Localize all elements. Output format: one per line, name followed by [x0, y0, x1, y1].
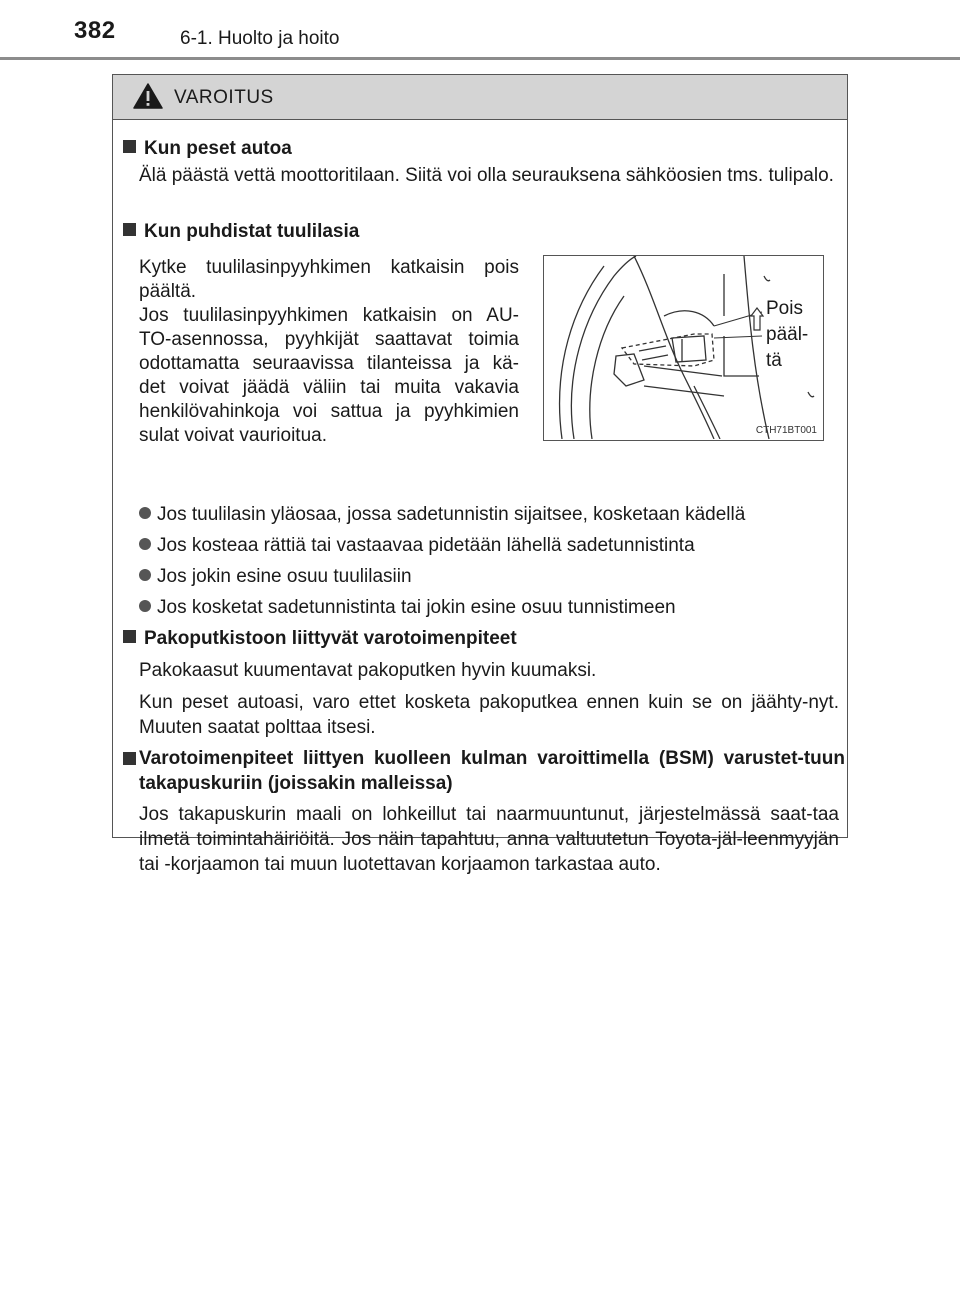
round-bullet-icon [139, 569, 151, 581]
bullet-item: Jos tuulilasin yläosaa, jossa sadetunnistin sijaitsee, kosketaan kädellä [139, 502, 839, 527]
bullet-item: Jos kosketat sadetunnistinta tai jokin esine osuu tunnistimeen [139, 595, 839, 620]
section-heading-car-wash: Kun peset autoa [123, 136, 843, 161]
side-line: sulat voivat vaurioitua. [139, 425, 327, 446]
warning-title: VAROITUS [174, 87, 274, 108]
bullet-item: Jos jokin esine osuu tuulilasiin [139, 564, 839, 589]
warning-box [112, 74, 848, 875]
round-bullet-icon [139, 600, 151, 612]
side-line: odottamatta seuraavissa tilanteissa ja kä- [139, 353, 519, 374]
section-heading-windshield: Kun puhdistat tuulilasia [123, 219, 843, 244]
warning-triangle-icon [133, 83, 163, 109]
exhaust-text-2: Kun peset autoasi, varo ettet kosketa pakoputkea ennen kuin se on jäähty-nyt. Muuten saatat polttaa itsesi. [139, 692, 839, 738]
round-bullet-icon [139, 507, 151, 519]
switch-off-label: Pois pääl- tä [766, 298, 809, 371]
square-bullet-icon [123, 630, 136, 643]
page-header [0, 0, 960, 60]
square-bullet-icon [123, 752, 136, 765]
warning-header [113, 75, 847, 120]
section-text-car-wash: Älä päästä vettä moottoritilaan. Siitä voi olla seurauksena sähköosien tms. tulipalo. [139, 165, 834, 186]
page-number: 382 [74, 17, 116, 44]
section-heading-bsm: Varotoimenpiteet liittyen kuolleen kulman varoittimella (BSM) varustet-tuun takapuskuriin (joissakin malleissa) [123, 746, 845, 796]
square-bullet-icon [123, 223, 136, 236]
side-line: henkilövahinkoja voi sattua ja pyyhkimien [139, 401, 519, 422]
side-line: Kytke tuulilasinpyyhkimen katkaisin pois [139, 257, 519, 278]
exhaust-text-1: Pakokaasut kuumentavat pakoputken hyvin kuumaksi. [139, 660, 597, 681]
bsm-text: Jos takapuskurin maali on lohkeillut tai naarmuuntunut, järjestelmässä saat-taa ilmetä toimintahäiriöitä. Jos näin tapahtuu, anna valtuutetun Toyota-jäl-leenmyyjän tai -korjaamon tai muun luotettavan korjaamon tarkastaa auto. [139, 804, 839, 875]
round-bullet-icon [139, 538, 151, 550]
illustration-caption: CTH71BT001 [755, 425, 817, 436]
side-line: det voivat jäädä väliin tai muita vakavia [139, 377, 519, 398]
side-line: Jos tuulilasinpyyhkimen katkaisin on AU- [139, 305, 519, 326]
section-title: 6-1. Huolto ja hoito [180, 28, 340, 49]
bullet-item: Jos kosteaa rättiä tai vastaavaa pidetään lähellä sadetunnistinta [139, 533, 839, 558]
side-line: päältä. [139, 281, 197, 302]
header-rule [0, 57, 960, 60]
square-bullet-icon [123, 140, 136, 153]
side-line: TO-asennossa, pyyhkijät saattavat toimia [139, 329, 519, 350]
wiper-switch-illustration [543, 255, 824, 441]
windshield-side-text [139, 256, 519, 448]
section-heading-exhaust: Pakoputkistoon liittyvät varotoimenpiteet [123, 626, 843, 651]
